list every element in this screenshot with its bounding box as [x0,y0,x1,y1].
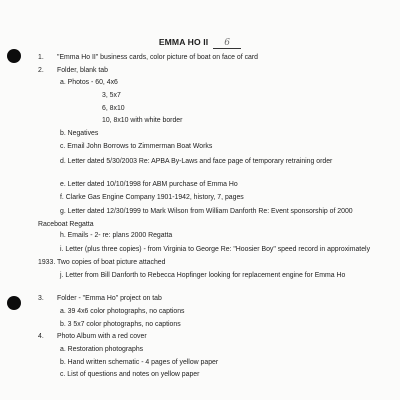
sub-item [0,92,400,105]
item-text: Photo Album with a red cover [57,333,147,341]
sub-item-text: 6, 8x10 [102,104,125,112]
list-item [0,67,400,80]
title-row [0,38,400,49]
item-number: 2. [38,66,44,74]
sub-item [0,117,400,130]
sub-item [0,371,400,384]
sub-item [0,194,400,207]
sub-item [0,130,400,143]
sub-item-text: a. 39 4x6 color photographs, no captions [60,307,185,315]
sub-item [0,244,400,269]
list-item [0,333,400,346]
sub-item-text: e. Letter dated 10/10/1998 for ABM purchase of Emma Ho [60,180,238,188]
list-item [0,54,400,67]
list-item [0,295,400,308]
sub-item [0,206,400,231]
handwritten-number: 6 [213,39,241,49]
sub-item-text: a. Photos - 60, 4x6 [60,79,118,87]
sub-item-text: c. Email John Borrows to Zimmerman Boat Works [60,142,213,150]
sub-item-text: d. Letter dated 5/30/2003 Re: APBA By-Laws and face page of temporary retraining order [60,157,333,165]
inventory-list [0,54,400,384]
sub-item [0,359,400,372]
sub-item-text: b. 3 5x7 color photographs, no captions [60,320,181,328]
sub-item-text: a. Restoration photographs [60,345,144,353]
item-number: 4. [38,333,44,341]
sub-item [0,270,400,295]
item-number: 1. [38,54,44,61]
sub-item-text: g. Letter dated 12/30/1999 to Mark Wilson from William Danforth Re: Event sponsorship of 2000 Raceboat Regatta [38,208,353,228]
item-text: Folder - "Emma Ho" project on tab [57,295,162,303]
sub-item [0,321,400,334]
sub-item [0,156,400,181]
sub-item [0,79,400,92]
sub-item-text: 3, 5x7 [102,92,121,100]
sub-item [0,143,400,156]
item-number: 3. [38,295,44,303]
item-text: "Emma Ho II" business cards, color picture of boat on face of card [57,54,258,61]
item-text: Folder, blank tab [57,66,108,74]
sub-item-text: i. Letter (plus three copies) - from Virginia to George Re: "Hoosier Boy" speed record in approximately 1933. Two copies of boat picture attached [38,246,371,267]
sub-item-text: b. Hand written schematic - 4 pages of yellow paper [60,358,219,366]
sub-item [0,181,400,194]
document-title: EMMA HO II [158,37,209,47]
sub-item [0,105,400,118]
sub-item [0,232,400,245]
sub-item [0,346,400,359]
sub-item-text: b. Negatives [60,130,99,138]
sub-item-text: h. Emails - 2- re: plans 2000 Regatta [60,231,173,239]
sub-item-text: c. List of questions and notes on yellow paper [60,371,200,379]
sub-item-text: f. Clarke Gas Engine Company 1901-1942, history, 7, pages [60,193,244,201]
sub-item-text: j. Letter from Bill Danforth to Rebecca Hopfinger looking for replacement engine for Emma Ho [60,271,346,279]
sub-item-text: 10, 8x10 with white border [102,117,183,125]
sub-item [0,308,400,321]
